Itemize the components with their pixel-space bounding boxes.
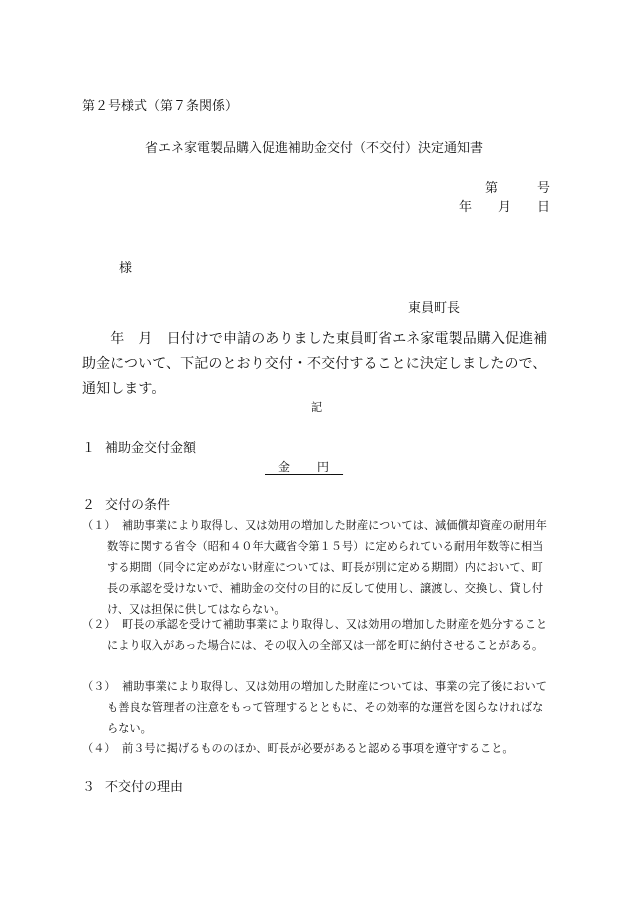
issuer: 東員町長: [408, 301, 461, 316]
section-3: [82, 776, 183, 795]
document-title: 省エネ家電製品購入促進補助金交付（不交付）決定通知書: [145, 141, 484, 156]
section-1-number: １: [82, 441, 96, 456]
section-1-title: 補助金交付金額: [105, 441, 197, 456]
ki-label: 記: [311, 401, 323, 414]
condition-2-text: 町長の承認を受けて補助事業により取得し、又は効用の増加した財産を処分することにより収入があった場合には、その収入の全部又は一部を町に納付させることがある。: [107, 618, 548, 652]
condition-4-number: （４）: [82, 742, 116, 755]
section-1: [82, 437, 196, 456]
condition-3-text: 補助事業により取得し、又は効用の増加した財産については、事業の完了後においても善良な管理者の注意をもって管理するとともに、その効率的な運営を図らなければならない。: [107, 680, 547, 735]
amount-field: 金 円: [278, 460, 331, 474]
body-text: 年 月 日付けで申請のありました東員町省エネ家電製品購入促進補助金について、下記のとおり交付・不交付することに決定しましたので、通知します。: [82, 331, 548, 397]
form-number: 第２号様式（第７条関係）: [82, 99, 239, 114]
addressee-suffix: 様: [119, 261, 133, 276]
condition-1-text: 補助事業により取得し、又は効用の増加した財産については、減価償却資産の耐用年数等に関する省令（昭和４０年大蔵省令第１５号）に定められている耐用年数等に相当する期間（同令に定めがない財産については、町長が別に定める期間）内において、町長の承認を受けないで、補助金の交付の目的に反して使用し、譲渡し、交換し、貸し付け、又は担保に供してはならない。: [107, 519, 547, 616]
condition-3-number: （３）: [82, 680, 116, 693]
document-number: 第 号: [484, 181, 550, 196]
section-2-number: ２: [82, 498, 96, 513]
condition-1-number: （１）: [82, 519, 116, 532]
condition-2-number: （２）: [82, 618, 116, 631]
document-date: 年 月 日: [458, 200, 550, 215]
section-3-title: 不交付の理由: [105, 780, 184, 795]
section-2-title: 交付の条件: [105, 498, 171, 513]
section-2: [82, 494, 170, 513]
section-3-number: ３: [82, 780, 96, 795]
condition-4-text: 前３号に掲げるもののほか、町長が必要があると認める事項を遵守すること。: [122, 742, 514, 755]
